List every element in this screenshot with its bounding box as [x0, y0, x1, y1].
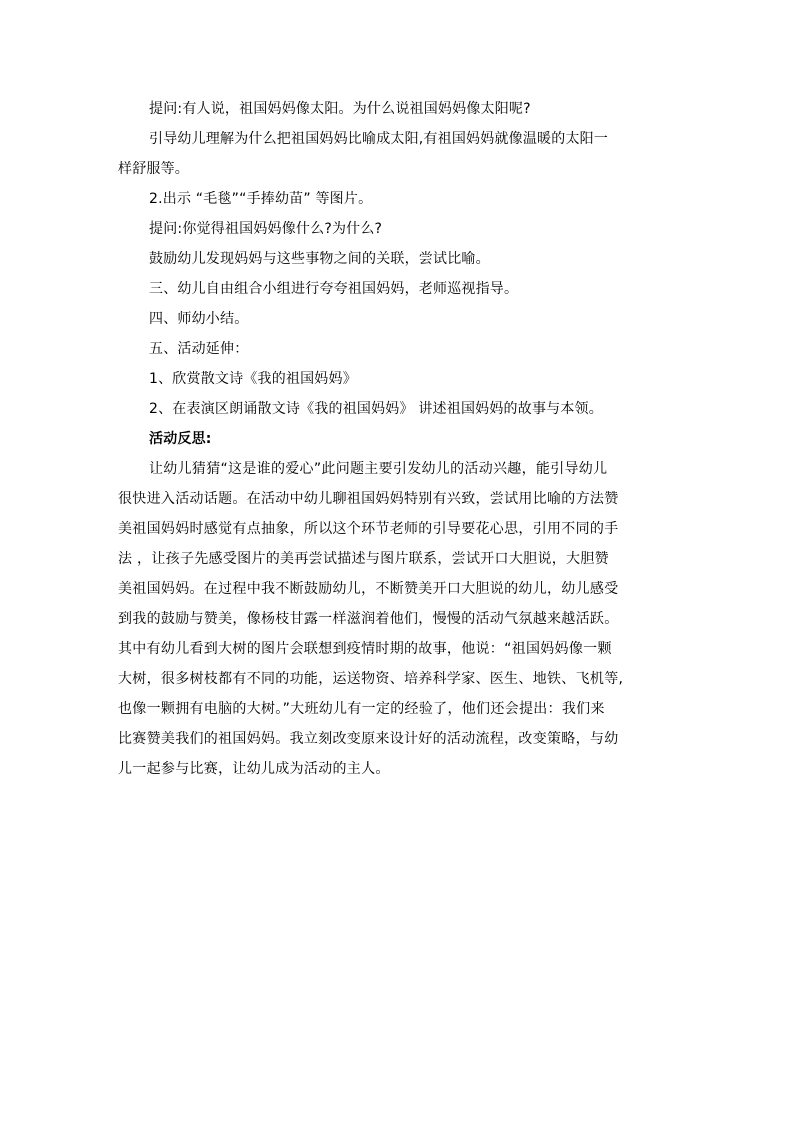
paragraph-question-like: 提问:你觉得祖国妈妈像什么?为什么?: [149, 221, 383, 237]
reflection-line: 很快进入活动话题。在活动中幼儿聊祖国妈妈特别有兴致，尝试用比喻的方法赞: [118, 491, 619, 507]
section-four: 四、师幼小结。: [149, 311, 249, 327]
paragraph-guide-line-1: 引导幼儿理解为什么把祖国妈妈比喻成太阳,有祖国妈妈就像温暖的太阳一: [149, 131, 609, 147]
reflection-line: 儿一起参与比赛，让幼儿成为活动的主人。: [118, 761, 390, 777]
reflection-line: 到我的鼓励与赞美，像杨枝甘露一样滋润着他们，慢慢的活动气氛越来越活跃。: [118, 611, 619, 627]
paragraph-guide-line-2: 样舒服等。: [118, 161, 189, 177]
reflection-line: 美祖国妈妈。在过程中我不断鼓励幼儿，不断赞美开口大胆说的幼儿，幼儿感受: [118, 581, 619, 597]
paragraph-encourage: 鼓励幼儿发现妈妈与这些事物之间的关联，尝试比喻。: [149, 251, 490, 267]
paragraph-show-pictures: 2.出示 “毛毯”“手捧幼苗” 等图片。: [149, 191, 373, 207]
reflection-line: 也像一颗拥有电脑的大树。”大班幼儿有一定的经验了，他们还会提出：我们来: [118, 701, 605, 717]
reflection-line: 让幼儿猜猜“这是谁的爱心”此问题主要引发幼儿的活动兴趣，能引导幼儿: [149, 461, 608, 477]
extension-item-1: 1、欣赏散文诗《我的祖国妈妈》: [149, 371, 357, 387]
reflection-line: 美祖国妈妈时感觉有点抽象，所以这个环节老师的引导要花心思，引用不同的手: [118, 521, 619, 537]
reflection-line: 法 ，让孩子先感受图片的美再尝试描述与图片联系，尝试开口大胆说，大胆赞: [118, 551, 609, 567]
document-body: [118, 94, 678, 784]
section-five: 五、活动延伸：: [149, 341, 249, 357]
reflection-line: 比赛赞美我们的祖国妈妈。我立刻改变原来设计好的活动流程，改变策略，与幼: [118, 731, 619, 747]
reflection-heading: 活动反思:: [149, 431, 212, 447]
extension-item-2: 2、在表演区朗诵散文诗《我的祖国妈妈》 讲述祖国妈妈的故事与本领。: [149, 401, 603, 417]
section-three: 三、幼儿自由组合小组进行夸夸祖国妈妈，老师巡视指导。: [149, 281, 519, 297]
paragraph-question-sun: 提问:有人说，祖国妈妈像太阳。为什么说祖国妈妈像太阳呢?: [149, 101, 531, 117]
reflection-line: 大树，很多树枝都有不同的功能，运送物资、培养科学家、医生、地铁、飞机等,: [118, 671, 624, 687]
reflection-line: 其中有幼儿看到大树的图片会联想到疫情时期的故事，他说：“祖国妈妈像一颗: [118, 641, 612, 657]
